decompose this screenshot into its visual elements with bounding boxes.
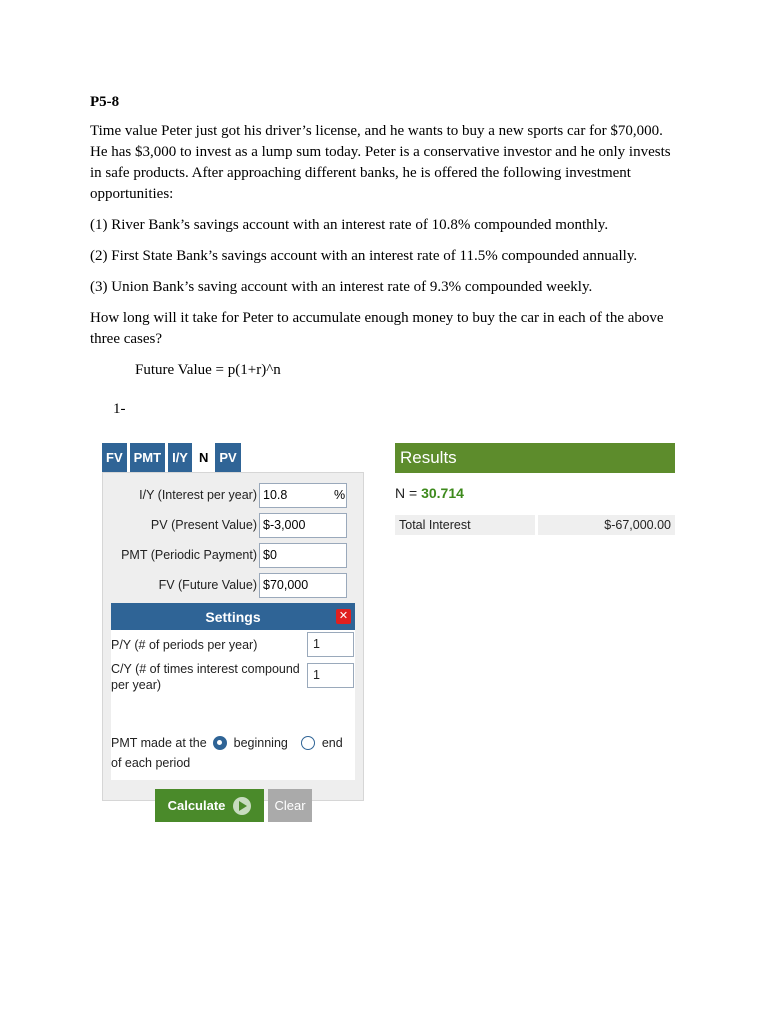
settings-body: [111, 630, 355, 780]
clear-button[interactable]: Clear: [268, 789, 312, 822]
total-interest-row: [395, 515, 675, 535]
percent-suffix: %: [334, 488, 346, 502]
beginning-radio[interactable]: [213, 736, 227, 750]
question: How long will it take for Peter to accumulate enough money to buy the car in each of the above three cases?: [90, 310, 664, 347]
present-value-label: PV (Present Value): [150, 518, 257, 532]
step-number: 1-: [113, 401, 126, 417]
formula: Future Value = p(1+r)^n: [135, 362, 281, 378]
tab-pv[interactable]: PV: [215, 443, 240, 472]
n-label: N =: [395, 485, 422, 501]
close-icon[interactable]: ✕: [336, 609, 351, 624]
play-icon: [233, 797, 251, 815]
settings-header: [111, 603, 355, 630]
option-2: (2) First State Bank’s savings account with an interest rate of 11.5% compounded annually.: [90, 248, 638, 264]
n-value: 30.714: [421, 485, 464, 501]
tab-pmt[interactable]: PMT: [130, 443, 165, 472]
pmt-suffix: of each period: [111, 756, 191, 770]
row-interest: [103, 483, 365, 508]
row-present-value: [103, 513, 365, 538]
beginning-label: beginning: [233, 736, 288, 750]
future-value-label: FV (Future Value): [158, 578, 257, 592]
total-interest-value: $-67,000.00: [538, 515, 675, 535]
document-body: [90, 92, 680, 420]
row-periodic-payment: [103, 543, 365, 568]
problem-heading: P5-8: [90, 94, 120, 110]
interest-label: I/Y (Interest per year): [139, 488, 257, 502]
pmt-prefix: PMT made at the: [111, 736, 207, 750]
periodic-payment-input[interactable]: $0: [259, 543, 347, 568]
n-result: [395, 485, 675, 501]
py-input[interactable]: 1: [307, 632, 354, 657]
tvm-calculator: [102, 443, 364, 813]
problem-intro: Time value Peter just got his driver’s license, and he wants to buy a new sports car for $70,000. He has $3,000 to invest as a lump sum today. Peter is a conservative investor and he only invests in safe products. After approaching different banks, he is offered the following investment opportunities:: [90, 123, 671, 202]
results-panel: [395, 443, 675, 535]
tab-n[interactable]: N: [195, 443, 212, 472]
calculate-button[interactable]: [155, 789, 264, 822]
calculator-panel: [102, 472, 364, 813]
tab-iy[interactable]: I/Y: [168, 443, 192, 472]
end-radio[interactable]: [301, 736, 315, 750]
calculate-label: Calculate: [167, 798, 226, 813]
row-future-value: [103, 573, 365, 598]
present-value-input[interactable]: $-3,000: [259, 513, 347, 538]
interest-input[interactable]: 10.8: [259, 483, 347, 508]
option-3: (3) Union Bank’s saving account with an interest rate of 9.3% compounded weekly.: [90, 279, 593, 295]
cy-input[interactable]: 1: [307, 663, 354, 688]
periodic-payment-label: PMT (Periodic Payment): [121, 548, 257, 562]
option-1: (1) River Bank’s savings account with an interest rate of 10.8% compounded monthly.: [90, 217, 609, 233]
tab-fv[interactable]: FV: [102, 443, 127, 472]
settings-title: Settings: [205, 608, 261, 625]
end-label: end: [321, 736, 343, 750]
pmt-timing: [111, 733, 355, 773]
future-value-input[interactable]: $70,000: [259, 573, 347, 598]
total-interest-label: Total Interest: [395, 515, 535, 535]
calculator-tabs: [102, 443, 364, 472]
cy-label: C/Y (# of times interest compound per year): [111, 662, 300, 692]
py-label: P/Y (# of periods per year): [111, 638, 258, 652]
results-title: Results: [395, 443, 675, 473]
